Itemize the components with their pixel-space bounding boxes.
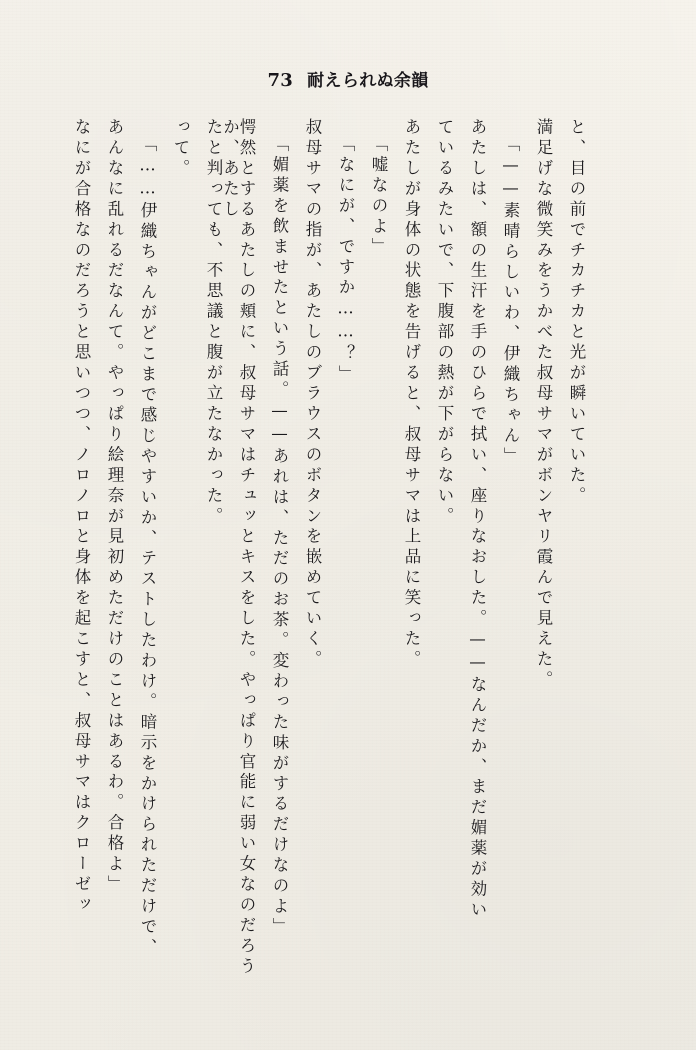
text-column: 「なにが、ですか……？」 [336,135,355,386]
text-column: 「——素晴らしいわ、伊織ちゃん」 [501,135,520,468]
running-title: 耐えられぬ余韻 [307,71,429,91]
text-column: 「……伊織ちゃんがどこまで感じやすいか、テストしたわけ。暗示をかけられただけで、 [138,135,157,959]
text-column: 「媚薬を飲ませたという話。——あれは、ただのお茶。変わった味がするだけなのよ」 [270,135,289,938]
text-column: なにが合格なのだろうと思いつつ、ノロノロと身体を起こすと、叔母サマはクローゼッ [72,118,91,916]
text-column: たと判っても、不思議と腹が立たなかった。 [204,118,223,528]
text-column: 満足げな微笑みをうかべた叔母サマがボンヤリ霞んで見えた。 [534,118,553,691]
text-column: って。 [171,118,190,180]
text-column: ているみたいで、下腹部の熱が下がらない。 [435,118,454,528]
text-column: あんなに乱れるだなんて。やっぱり絵理奈が見初めただけのことはあるわ。合格よ」 [105,118,124,896]
text-column: 叔母サマの指が、あたしのブラウスのボタンを嵌めていく。 [303,118,322,671]
page-header [0,66,696,91]
text-column: あたしが身体の状態を告げると、叔母サマは上品に笑った。 [402,118,421,671]
body-text [56,118,640,993]
text-column: と、目の前でチカチカと光が瞬いていた。 [567,118,586,507]
text-column: 愕然とするあたしの頬に、叔母サマはチュッとキスをした。やっぱり官能に弱い女なのだろうか、あたし [220,118,256,978]
text-column: あたしは、額の生汗を手のひらで拭い、座りなおした。——なんだか、まだ媚薬が効い [468,118,487,921]
text-column: 「嘘なのよ」 [369,135,388,258]
page-number: 73 [267,70,294,91]
